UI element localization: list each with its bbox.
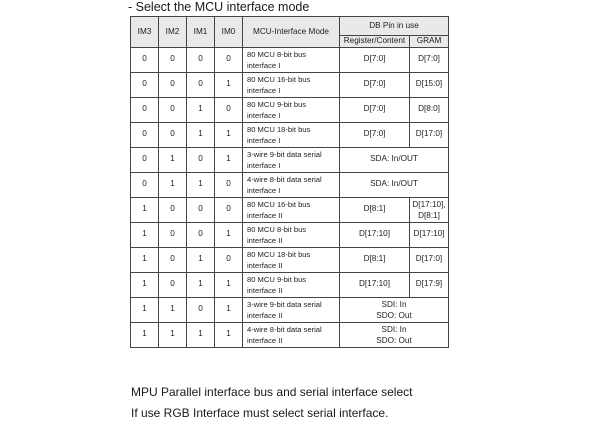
cell-mode (243, 272, 340, 297)
cell-im0: 0 (215, 197, 243, 222)
cell-im0: 1 (215, 272, 243, 297)
header-register: Register/Content (340, 36, 410, 48)
table-row (131, 222, 449, 247)
cell-db-pin-merged: SDA: In/OUT (340, 172, 449, 197)
cell-im2: 0 (159, 272, 187, 297)
cell-gram: D[7:0] (410, 47, 449, 72)
cell-im2: 0 (159, 97, 187, 122)
cell-gram: D[17:10] (410, 222, 449, 247)
cell-im3: 1 (131, 297, 159, 322)
table-row (131, 47, 449, 72)
cell-mode (243, 197, 340, 222)
mode-line-2: interface II (247, 260, 283, 270)
cell-im3: 0 (131, 147, 159, 172)
cell-im2: 0 (159, 222, 187, 247)
cell-im1: 1 (187, 247, 215, 272)
cell-im3: 1 (131, 222, 159, 247)
cell-mode (243, 147, 340, 172)
cell-im0: 0 (215, 47, 243, 72)
merged-line-1: SDI: In (381, 324, 407, 334)
cell-im1: 1 (187, 172, 215, 197)
table-row (131, 197, 449, 222)
header-im1: IM1 (187, 17, 215, 48)
cell-mode (243, 122, 340, 147)
cell-im2: 0 (159, 197, 187, 222)
cell-im1: 0 (187, 297, 215, 322)
cell-mode (243, 322, 340, 347)
mcu-interface-table (130, 16, 449, 348)
footer-note-rgb: If use RGB Interface must select serial interface. (131, 406, 389, 420)
cell-im3: 0 (131, 72, 159, 97)
cell-register: D[7:0] (340, 97, 410, 122)
cell-gram: D[8:0] (410, 97, 449, 122)
mode-line-1: 3-wire 9-bit data serial (247, 299, 322, 309)
cell-db-pin-merged (340, 322, 449, 347)
cell-im1: 0 (187, 197, 215, 222)
table-row (131, 247, 449, 272)
cell-im0: 1 (215, 122, 243, 147)
mode-line-2: interface II (247, 210, 283, 220)
mode-line-2: interface II (247, 335, 283, 345)
mode-line-2: interface II (247, 285, 283, 295)
mode-line-1: 80 MCU 18-bit bus (247, 249, 311, 259)
table-row (131, 122, 449, 147)
header-im3: IM3 (131, 17, 159, 48)
cell-im1: 0 (187, 222, 215, 247)
cell-im1: 0 (187, 47, 215, 72)
cell-im3: 1 (131, 197, 159, 222)
cell-im3: 0 (131, 97, 159, 122)
mode-line-2: interface I (247, 85, 281, 95)
cell-im1: 1 (187, 122, 215, 147)
cell-im2: 1 (159, 322, 187, 347)
table-row (131, 172, 449, 197)
cell-im2: 1 (159, 172, 187, 197)
mode-line-1: 4-wire 8-bit data serial (247, 324, 322, 334)
cell-gram: D[15:0] (410, 72, 449, 97)
table-row (131, 297, 449, 322)
mode-line-1: 4-wire 8-bit data serial (247, 174, 322, 184)
mode-line-1: 80 MCU 16-bit bus (247, 199, 311, 209)
cell-im1: 1 (187, 322, 215, 347)
mode-line-1: 80 MCU 9-bit bus (247, 99, 307, 109)
footer-note-parallel-serial: MPU Parallel interface bus and serial interface select (131, 385, 413, 399)
gram-line-2: D[8:1] (418, 210, 440, 220)
mode-line-2: interface II (247, 235, 283, 245)
cell-im3: 0 (131, 122, 159, 147)
cell-im2: 0 (159, 122, 187, 147)
mode-line-2: interface I (247, 60, 281, 70)
mode-line-1: 80 MCU 16-bit bus (247, 74, 311, 84)
cell-im2: 0 (159, 47, 187, 72)
mode-line-1: 80 MCU 8-bit bus (247, 49, 307, 59)
mode-line-1: 3-wire 9-bit data serial (247, 149, 322, 159)
cell-gram: D[17:9] (410, 272, 449, 297)
cell-register: D[7:0] (340, 47, 410, 72)
cell-register: D[17:10] (340, 222, 410, 247)
cell-im0: 1 (215, 147, 243, 172)
mode-line-2: interface I (247, 185, 281, 195)
mode-line-1: 80 MCU 18-bit bus (247, 124, 311, 134)
cell-mode (243, 297, 340, 322)
cell-im0: 0 (215, 172, 243, 197)
cell-register: D[17:10] (340, 272, 410, 297)
cell-im0: 1 (215, 222, 243, 247)
cell-im3: 0 (131, 47, 159, 72)
cell-im3: 1 (131, 247, 159, 272)
cell-register: D[7:0] (340, 122, 410, 147)
cell-im0: 0 (215, 247, 243, 272)
mode-line-2: interface I (247, 110, 281, 120)
mode-line-2: interface I (247, 160, 281, 170)
cell-gram (410, 197, 449, 222)
cell-im0: 1 (215, 297, 243, 322)
cell-gram: D[17:0] (410, 247, 449, 272)
header-db-pin: DB Pin in use (340, 17, 449, 36)
cell-im2: 0 (159, 72, 187, 97)
cell-mode (243, 222, 340, 247)
cell-register: D[8:1] (340, 197, 410, 222)
table-row (131, 322, 449, 347)
header-im0: IM0 (215, 17, 243, 48)
section-heading: - Select the MCU interface mode (128, 0, 310, 14)
cell-im2: 1 (159, 297, 187, 322)
cell-im0: 1 (215, 322, 243, 347)
cell-im1: 0 (187, 72, 215, 97)
mode-line-1: 80 MCU 9-bit bus (247, 274, 307, 284)
table-row (131, 147, 449, 172)
mode-line-1: 80 MCU 8-bit bus (247, 224, 307, 234)
cell-im1: 0 (187, 147, 215, 172)
cell-register: D[7:0] (340, 72, 410, 97)
cell-mode (243, 172, 340, 197)
cell-im1: 1 (187, 272, 215, 297)
cell-db-pin-merged (340, 297, 449, 322)
header-im2: IM2 (159, 17, 187, 48)
merged-line-1: SDI: In (381, 299, 407, 309)
mode-line-2: interface II (247, 310, 283, 320)
cell-im2: 1 (159, 147, 187, 172)
cell-im0: 1 (215, 72, 243, 97)
mode-line-2: interface I (247, 135, 281, 145)
cell-im3: 1 (131, 322, 159, 347)
header-gram: GRAM (410, 36, 449, 48)
header-row (131, 17, 449, 36)
table-row (131, 97, 449, 122)
cell-mode (243, 72, 340, 97)
cell-im3: 0 (131, 172, 159, 197)
cell-mode (243, 97, 340, 122)
header-mode: MCU-Interface Mode (243, 17, 340, 48)
cell-im1: 1 (187, 97, 215, 122)
table-row (131, 272, 449, 297)
merged-line-2: SDO: Out (376, 335, 412, 345)
cell-im0: 0 (215, 97, 243, 122)
cell-register: D[8:1] (340, 247, 410, 272)
cell-mode (243, 247, 340, 272)
cell-mode (243, 47, 340, 72)
cell-gram: D[17:0] (410, 122, 449, 147)
gram-line-1: D[17:10], (412, 199, 446, 209)
table-row (131, 72, 449, 97)
cell-im3: 1 (131, 272, 159, 297)
cell-db-pin-merged: SDA: In/OUT (340, 147, 449, 172)
merged-line-2: SDO: Out (376, 310, 412, 320)
cell-im2: 0 (159, 247, 187, 272)
